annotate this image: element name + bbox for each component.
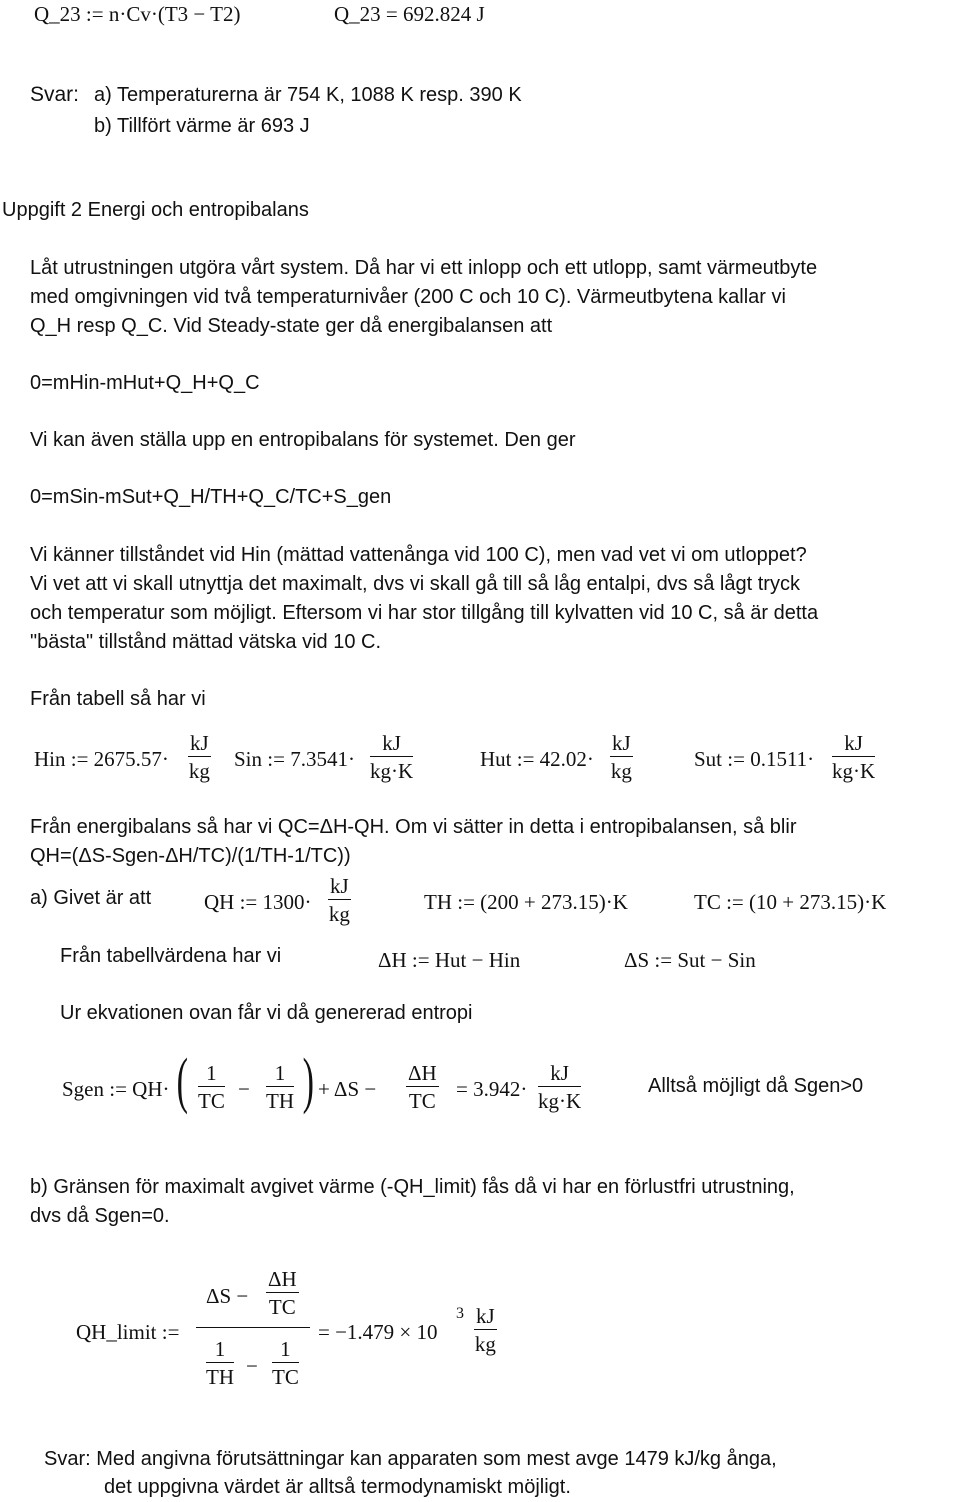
balance-line-1: Från energibalans så har vi QC=ΔH-QH. Om vi sätter in detta i entropibalansen, så blir: [30, 816, 797, 838]
sgen-unit: $\frac{kJ}{kg\cdot K}$: [538, 1061, 582, 1113]
hin-value: Hin := 2675.57·: [34, 747, 169, 771]
intro-line-1: Låt utrustningen utgöra vårt system. Då har vi ett inlopp och ett utlopp, samt värmeutbyte: [30, 257, 818, 279]
qh-limit-exponent: 3: [456, 1305, 464, 1322]
answer-b: b) Tillfört värme är 693 J: [94, 115, 310, 137]
frac-1-over-tc: $\frac{1}{TC}$: [198, 1061, 225, 1113]
sgen-lhs: Sgen := QH·: [62, 1077, 170, 1101]
th-value: TH := (200 + 273.15)·K: [424, 890, 628, 914]
qh-limit-lhs: QH_limit :=: [76, 1320, 180, 1344]
part-a-label: a) Givet är att: [30, 887, 152, 909]
qh-unit: $\frac{kJ}{kg}$: [328, 874, 350, 926]
qh-limit-unit: $\frac{kJ}{kg}$: [474, 1304, 496, 1356]
den-1-over-th: $\frac{1}{TH}$: [206, 1337, 234, 1389]
frac-1-over-th: $\frac{1}{TH}$: [266, 1061, 294, 1113]
numerator-delta-s: ΔS −: [206, 1284, 249, 1308]
q23-result: Q_23 = 692.824 J: [334, 2, 485, 26]
den-1-over-tc: $\frac{1}{TC}$: [272, 1337, 299, 1389]
q23-expression: Q_23 := n·Cv·(T3 − T2): [34, 2, 241, 26]
hin-unit: $\frac{kJ}{kg}$: [188, 731, 210, 783]
answer-a: a) Temperaturerna är 754 K, 1088 K resp. 390 K: [94, 84, 522, 106]
sin-unit: $\frac{kJ}{kg\cdot K}$: [370, 731, 414, 783]
part-b-line-2: dvs då Sgen=0.: [30, 1205, 170, 1227]
qh-limit-result: = −1.479 × 10: [318, 1320, 438, 1344]
right-paren: ): [302, 1047, 315, 1115]
tc-value: TC := (10 + 273.15)·K: [694, 890, 887, 914]
state-line-1: Vi känner tillståndet vid Hin (mättad vattenånga vid 100 C), men vad vet vi om utloppet?: [30, 544, 807, 566]
intro-line-2: med omgivningen vid två temperaturnivåer (200 C och 10 C). Värmeutbytena kallar vi: [30, 286, 786, 308]
sgen-result: = 3.942·: [456, 1077, 528, 1101]
delta-h-definition: ΔH := Hut − Hin: [378, 948, 521, 972]
tabell-label: Från tabellvärdena har vi: [60, 945, 282, 967]
final-answer-line-2: det uppgivna värdet är alltså termodynamiskt möjligt.: [104, 1476, 571, 1498]
energy-balance-equation: 0=mHin-mHut+Q_H+Q_C: [30, 372, 260, 394]
hut-value: Hut := 42.02·: [480, 747, 594, 771]
final-answer-line-1: Svar: Med angivna förutsättningar kan apparaten som mest avge 1479 kJ/kg ånga,: [44, 1448, 777, 1470]
sut-value: Sut := 0.1511·: [694, 747, 815, 771]
hut-unit: $\frac{kJ}{kg}$: [610, 731, 632, 783]
sut-unit: $\frac{kJ}{kg\cdot K}$: [832, 731, 876, 783]
state-line-3: och temperatur som möjligt. Eftersom vi har stor tillgång till kylvatten vid 10 C, så är detta: [30, 602, 819, 624]
state-line-4: "bästa" tillstånd mättad vätska vid 10 C.: [30, 631, 382, 653]
entropy-balance-equation: 0=mSin-mSut+Q_H/TH+Q_C/TC+S_gen: [30, 486, 392, 508]
frac-dh-over-tc: $\frac{\Delta H}{TC}$: [408, 1061, 437, 1113]
part-b-line-1: b) Gränsen för maximalt avgivet värme (-QH_limit) fås då vi har en förlustfri utrustning,: [30, 1176, 795, 1198]
main-fraction-bar: [196, 1327, 310, 1328]
minus-sign: −: [238, 1077, 250, 1101]
den-minus: −: [246, 1354, 258, 1378]
inner-dh-over-tc: $\frac{\Delta H}{TC}$: [268, 1267, 297, 1319]
sin-value: Sin := 7.3541·: [234, 747, 355, 771]
qh-limit-fraction: [196, 1266, 310, 1406]
plus-delta-s: + ΔS −: [318, 1077, 377, 1101]
delta-s-definition: ΔS := Sut − Sin: [624, 948, 756, 972]
conclusion: Alltså möjligt då Sgen>0: [648, 1075, 864, 1097]
state-line-2: Vi vet att vi skall utnyttja det maximalt, dvs vi skall gå till så låg entalpi, dvs så lågt tryck: [30, 573, 800, 595]
intro-line-3: Q_H resp Q_C. Vid Steady-state ger då energibalansen att: [30, 315, 553, 337]
answer-label: Svar:: [30, 83, 80, 106]
table-intro: Från tabell så har vi: [30, 688, 206, 710]
qh-value: QH := 1300·: [204, 890, 312, 914]
left-paren: (: [176, 1047, 189, 1115]
ur-label: Ur ekvationen ovan får vi då genererad entropi: [60, 1002, 473, 1024]
task-heading: Uppgift 2 Energi och entropibalans: [2, 199, 309, 221]
entropy-intro: Vi kan även ställa upp en entropibalans för systemet. Den ger: [30, 429, 576, 451]
balance-line-2: QH=(ΔS-Sgen-ΔH/TC)/(1/TH-1/TC)): [30, 845, 351, 867]
